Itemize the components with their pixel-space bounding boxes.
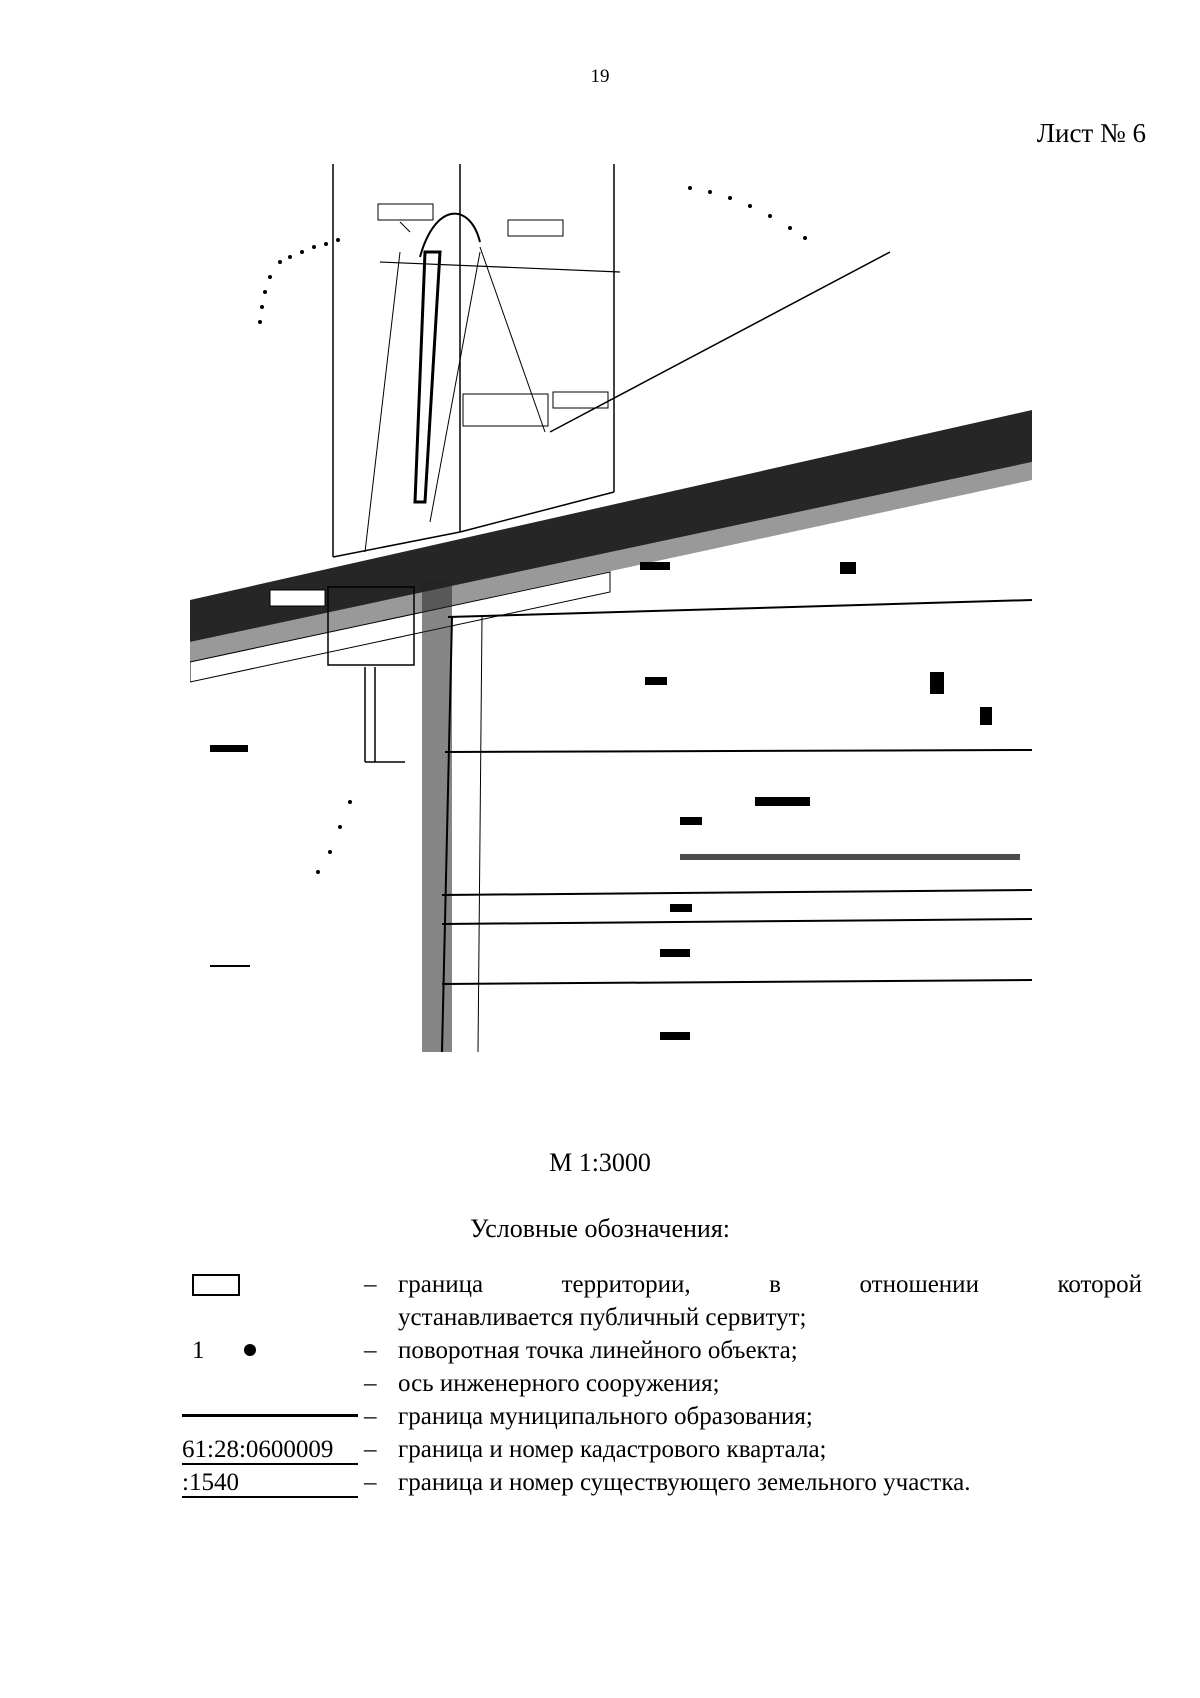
legend-item-municipal-boundary xyxy=(182,1400,1142,1433)
map-upper-frame xyxy=(333,164,614,557)
legend-title: Условные обозначения: xyxy=(469,1214,731,1243)
legend-item-cadastral-quarter xyxy=(182,1433,1142,1466)
legend-item-land-parcel xyxy=(182,1466,1142,1499)
legend-dash: – xyxy=(364,1403,377,1430)
legend-text: граница муниципального образования; xyxy=(398,1403,813,1430)
legend-dash: – xyxy=(364,1469,377,1496)
legend-item-structure-axis xyxy=(182,1367,1142,1400)
map-marks xyxy=(210,562,1020,1040)
legend-dash: – xyxy=(364,1337,377,1364)
point-number: 1 xyxy=(192,1337,205,1364)
legend-item-boundary xyxy=(182,1268,1142,1334)
boundary-line-icon xyxy=(182,1414,358,1417)
map-drawing xyxy=(190,162,1032,1162)
map-vertical-road xyxy=(365,580,452,1052)
map-scale: М 1:3000 xyxy=(549,1148,651,1177)
sheet-label: Лист № 6 xyxy=(1036,118,1146,148)
parcel-number-label: :1540 xyxy=(182,1466,358,1498)
legend-text: граница территории, в отношении которой xyxy=(398,1271,1142,1298)
page-number: 19 xyxy=(590,66,610,87)
boundary-rectangle-icon xyxy=(192,1274,240,1296)
legend-text: граница и номер существующего земельного участка. xyxy=(398,1469,971,1496)
map-road-band xyxy=(190,410,1032,682)
cadastral-map xyxy=(190,162,1032,1162)
legend-text: устанавливается публичный сервитут; xyxy=(398,1304,807,1331)
legend-text: ось инженерного сооружения; xyxy=(398,1370,720,1397)
legend-item-turning-point xyxy=(182,1334,1142,1367)
legend-dash: – xyxy=(364,1271,377,1298)
legend xyxy=(182,1268,1142,1499)
legend-text: поворотная точка линейного объекта; xyxy=(398,1337,798,1364)
map-parcel-grid xyxy=(442,600,1032,1052)
legend-dash: – xyxy=(364,1370,377,1397)
turning-point-icon xyxy=(244,1344,256,1356)
legend-text: граница и номер кадастрового квартала; xyxy=(398,1436,827,1463)
legend-dash: – xyxy=(364,1436,377,1463)
cadastral-number-label: 61:28:0600009 xyxy=(182,1433,358,1465)
